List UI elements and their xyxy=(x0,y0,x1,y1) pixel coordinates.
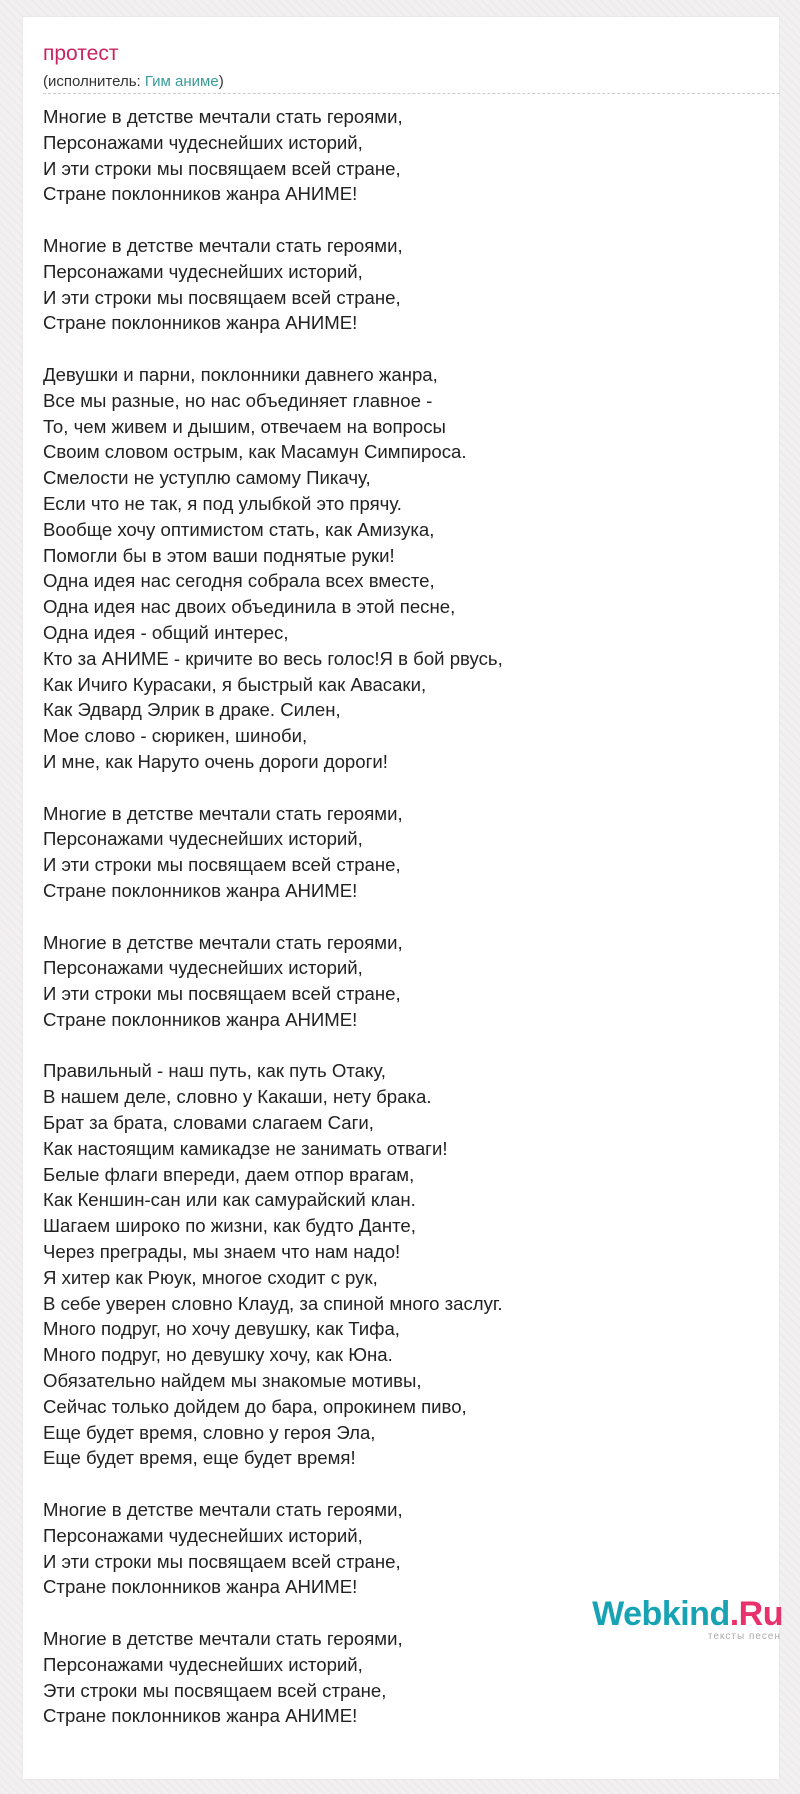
lyric-line: Много подруг, но хочу девушку, как Тифа, xyxy=(43,1318,400,1340)
lyric-line: Белые флаги впереди, даем отпор врагам, xyxy=(43,1163,415,1185)
lyric-line: Многие в детстве мечтали стать героями, xyxy=(43,1628,403,1650)
logo-tld: .Ru xyxy=(729,1595,783,1633)
stanza xyxy=(43,801,763,904)
lyric-line: В себе уверен словно Клауд, за спиной много заслуг. xyxy=(43,1292,503,1314)
lyric-line: Стране поклонников жанра АНИМЕ! xyxy=(43,1705,358,1727)
lyric-line: Много подруг, но девушку хочу, как Юна. xyxy=(43,1344,393,1366)
lyric-line: Персонажами чудеснейших историй, xyxy=(43,1653,363,1675)
stanza xyxy=(43,1058,763,1471)
lyric-line: Как Кеншин-сан или как самурайский клан. xyxy=(43,1189,416,1211)
lyric-line: Эти строки мы посвящаем всей стране, xyxy=(43,1679,387,1701)
lyric-line: Одна идея нас сегодня собрала всех вместе, xyxy=(43,570,435,592)
lyric-line: Стране поклонников жанра АНИМЕ! xyxy=(43,1008,358,1030)
lyric-line: Я хитер как Рюук, многое сходит с рук, xyxy=(43,1266,378,1288)
lyric-line: Своим словом острым, как Масамун Симпироса. xyxy=(43,441,467,463)
lyric-line: Еще будет время, словно у героя Эла, xyxy=(43,1421,376,1443)
lyric-line: Шагаем широко по жизни, как будто Данте, xyxy=(43,1215,416,1237)
lyric-line: Обязательно найдем мы знакомые мотивы, xyxy=(43,1370,422,1392)
site-logo[interactable] xyxy=(583,1597,783,1642)
lyric-line: И эти строки мы посвящаем всей стране, xyxy=(43,157,401,179)
lyric-line: И эти строки мы посвящаем всей стране, xyxy=(43,1550,401,1572)
lyrics-text xyxy=(43,104,763,1755)
lyric-line: Одна идея нас двоих объединила в этой песне, xyxy=(43,596,456,618)
logo-tagline: тексты песен xyxy=(707,1631,781,1642)
lyric-line: Помогли бы в этом ваши поднятые руки! xyxy=(43,544,395,566)
lyric-line: Стране поклонников жанра АНИМЕ! xyxy=(43,312,358,334)
stanza xyxy=(43,104,763,207)
header-divider xyxy=(43,93,780,94)
lyrics-card xyxy=(23,17,783,1779)
lyric-line: Многие в детстве мечтали стать героями, xyxy=(43,802,403,824)
lyric-line: Мое слово - сюрикен, шиноби, xyxy=(43,725,308,747)
lyric-line: Через преграды, мы знаем что нам надо! xyxy=(43,1241,401,1263)
stanza xyxy=(43,1497,763,1600)
stanza xyxy=(43,930,763,1033)
lyric-line: Стране поклонников жанра АНИМЕ! xyxy=(43,1576,358,1598)
lyric-line: И мне, как Наруто очень дороги дороги! xyxy=(43,750,388,772)
lyric-line: Многие в детстве мечтали стать героями, xyxy=(43,1499,403,1521)
lyric-line: Если что не так, я под улыбкой это прячу. xyxy=(43,492,402,514)
lyric-line: Многие в детстве мечтали стать героями, xyxy=(43,234,403,256)
lyric-line: Еще будет время, еще будет время! xyxy=(43,1447,356,1469)
lyric-line: Персонажами чудеснейших историй, xyxy=(43,260,363,282)
lyric-line: Персонажами чудеснейших историй, xyxy=(43,828,363,850)
lyric-line: Девушки и парни, поклонники давнего жанра, xyxy=(43,363,438,385)
stanza xyxy=(43,233,763,336)
stanza xyxy=(43,362,763,775)
lyric-line: Правильный - наш путь, как путь Отаку, xyxy=(43,1060,386,1082)
performer-suffix: ) xyxy=(218,73,224,90)
lyric-line: Как Ичиго Курасаки, я быстрый как Авасаки, xyxy=(43,673,427,695)
lyric-line: Вообще хочу оптимистом стать, как Амизука, xyxy=(43,518,435,540)
lyric-line: Многие в детстве мечтали стать героями, xyxy=(43,931,403,953)
lyric-line: И эти строки мы посвящаем всей стране, xyxy=(43,983,401,1005)
lyric-line: Смелости не уступлю самому Пикачу, xyxy=(43,467,371,489)
performer-prefix: (исполнитель: xyxy=(43,73,145,90)
lyric-line: Брат за брата, словами слагаем Саги, xyxy=(43,1112,374,1134)
lyric-line: Как Эдвард Элрик в драке. Силен, xyxy=(43,699,341,721)
lyric-line: И эти строки мы посвящаем всей стране, xyxy=(43,854,401,876)
lyric-line: Персонажами чудеснейших историй, xyxy=(43,1524,363,1546)
lyric-line: В нашем деле, словно у Какаши, нету брака. xyxy=(43,1086,432,1108)
song-title: протест xyxy=(43,42,119,65)
lyric-line: Все мы разные, но нас объединяет главное - xyxy=(43,389,433,411)
logo-name: Webkind xyxy=(592,1595,730,1633)
lyric-line: Персонажами чудеснейших историй, xyxy=(43,957,363,979)
lyric-line: Как настоящим камикадзе не занимать отваги! xyxy=(43,1137,448,1159)
lyric-line: И эти строки мы посвящаем всей стране, xyxy=(43,286,401,308)
lyric-line: Многие в детстве мечтали стать героями, xyxy=(43,106,403,127)
lyric-line: Персонажами чудеснейших историй, xyxy=(43,131,363,153)
performer-line xyxy=(43,74,224,89)
lyric-line: Сейчас только дойдем до бара, опрокинем пиво, xyxy=(43,1395,467,1417)
lyric-line: То, чем живем и дышим, отвечаем на вопросы xyxy=(43,415,446,437)
lyric-line: Кто за АНИМЕ - кричите во весь голос!Я в бой рвусь, xyxy=(43,647,503,669)
lyric-line: Одна идея - общий интерес, xyxy=(43,621,289,643)
lyric-line: Стране поклонников жанра АНИМЕ! xyxy=(43,183,358,205)
performer-link[interactable]: Гим аниме xyxy=(144,73,219,90)
lyric-line: Стране поклонников жанра АНИМЕ! xyxy=(43,879,358,901)
